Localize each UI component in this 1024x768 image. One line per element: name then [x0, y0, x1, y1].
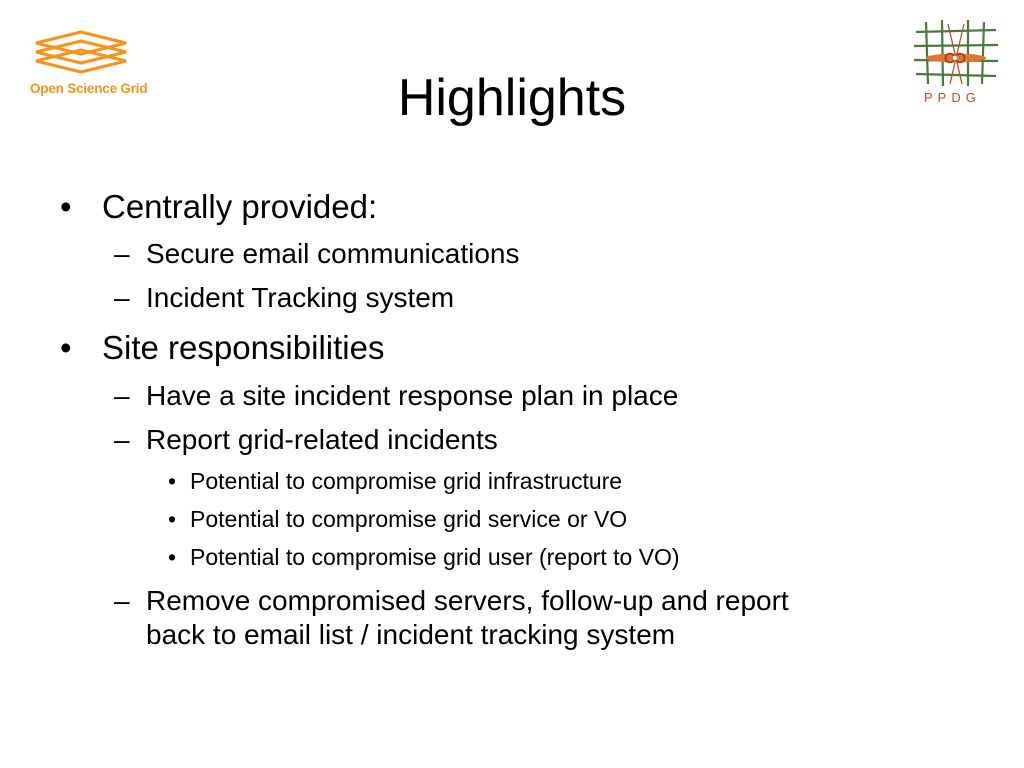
- bullet-marker: •: [60, 329, 72, 366]
- dash-marker: –: [114, 585, 130, 616]
- sub-sub-bullet-text: Potential to compromise grid user (report to VO): [190, 544, 680, 570]
- bullet-text: Centrally provided:: [102, 188, 378, 225]
- sub-bullet-item: [114, 584, 789, 652]
- sub-sub-bullet-text: Potential to compromise grid service or VO: [190, 506, 628, 532]
- bullet-marker: •: [168, 468, 177, 494]
- bullet-marker: •: [60, 188, 72, 225]
- sub-bullet-item: [114, 423, 498, 457]
- bullet-marker: •: [168, 506, 177, 532]
- ppdg-logo-label: PPDG: [924, 90, 981, 105]
- osg-logo-label: Open Science Grid: [30, 81, 148, 96]
- sub-sub-bullet-item: [168, 543, 680, 571]
- sub-bullet-item: [114, 379, 679, 413]
- dash-marker: –: [114, 282, 130, 313]
- sub-bullet-text: Incident Tracking system: [146, 282, 455, 313]
- bullet-item: [60, 329, 385, 367]
- sub-sub-bullet-text: Potential to compromise grid infrastructure: [190, 468, 623, 494]
- bullet-text: Site responsibilities: [102, 329, 385, 366]
- sub-bullet-text-line2: back to email list / incident tracking system: [146, 619, 676, 650]
- bullet-marker: •: [168, 544, 177, 570]
- sub-sub-bullet-item: [168, 505, 628, 533]
- dash-marker: –: [114, 238, 130, 269]
- sub-bullet-text: Report grid-related incidents: [146, 424, 498, 455]
- sub-bullet-item: [114, 237, 520, 271]
- dash-marker: –: [114, 424, 130, 455]
- sub-bullet-text-line1: Remove compromised servers, follow-up and report: [146, 585, 789, 616]
- sub-bullet-item: [114, 281, 455, 315]
- sub-sub-bullet-item: [168, 467, 623, 495]
- dash-marker: –: [114, 380, 130, 411]
- sub-bullet-text: Secure email communications: [146, 238, 520, 269]
- bullet-item: [60, 188, 378, 226]
- sub-bullet-text: Have a site incident response plan in place: [146, 380, 679, 411]
- slide-title: Highlights: [397, 69, 627, 127]
